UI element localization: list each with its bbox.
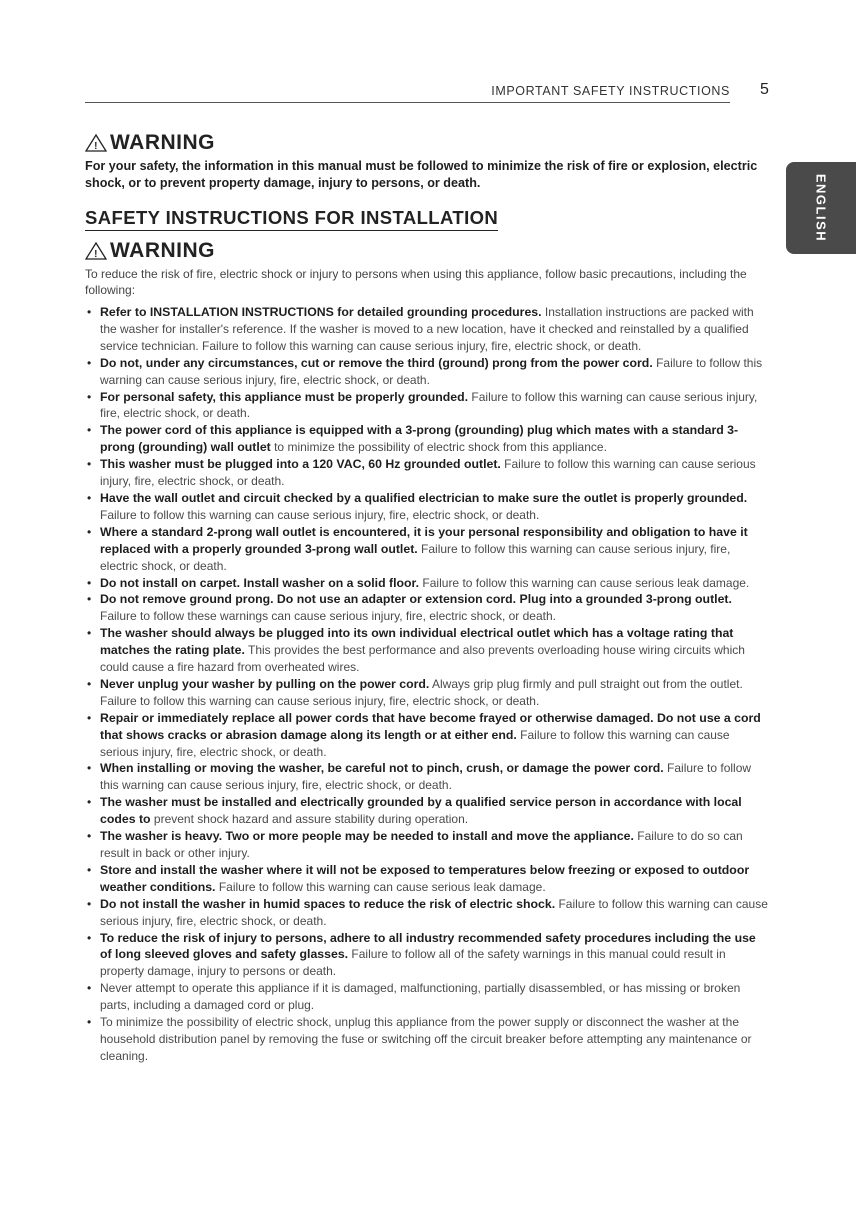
safety-item bbox=[85, 422, 769, 456]
safety-item bbox=[85, 710, 769, 761]
safety-item-text: Failure to follow this warning can cause serious leak damage. bbox=[419, 575, 750, 590]
safety-item bbox=[85, 676, 769, 710]
safety-item-text: This provides the best performance and also prevents overloading house wiring circuits which could cause a fire hazard from overheated wires. bbox=[100, 643, 745, 675]
safety-item-text: Failure to follow all of the safety warnings in this manual could result in property damage, injury to persons or death. bbox=[100, 947, 726, 979]
safety-item-text: prevent shock hazard and assure stability during operation. bbox=[150, 812, 469, 827]
safety-item-bold: The washer is heavy. Two or more people may be needed to install and move the appliance. bbox=[100, 829, 634, 844]
safety-item bbox=[85, 760, 769, 794]
safety-item-text: Failure to follow this warning can cause serious injury, fire, electric shock, or death. bbox=[100, 727, 730, 759]
svg-text:!: ! bbox=[94, 141, 98, 152]
safety-item bbox=[85, 524, 769, 575]
safety-item bbox=[85, 1014, 769, 1065]
safety-item-bold: Do not install the washer in humid spaces to reduce the risk of electric shock. bbox=[100, 896, 556, 911]
safety-item-bold: For personal safety, this appliance must be properly grounded. bbox=[100, 389, 469, 404]
safety-item bbox=[85, 980, 769, 1014]
safety-item-text: Failure to follow this warning can cause serious injury, fire, electric shock, or death. bbox=[100, 541, 731, 573]
safety-item-text: Failure to follow this warning can cause serious leak damage. bbox=[215, 879, 546, 894]
safety-item bbox=[85, 575, 769, 592]
safety-item-bold: The washer should always be plugged into its own individual electrical outlet which has a voltage rating that matches the rating plate. bbox=[100, 626, 734, 658]
safety-item-bold: Repair or immediately replace all power cords that have become frayed or otherwise damaged. Do not use a cord that shows cracks or abrasion damage along its length or at either end. bbox=[100, 710, 761, 742]
warning-intro: To reduce the risk of fire, electric shock or injury to persons when using this appliance, follow basic precautions, including the following: bbox=[85, 267, 747, 297]
safety-item bbox=[85, 828, 769, 862]
safety-item-bold: Do not, under any circumstances, cut or remove the third (ground) prong from the power cord. bbox=[100, 355, 653, 370]
safety-item-text: Always grip plug firmly and pull straight out from the outlet. Failure to follow this warning can cause serious injury, fire, electric shock, or death. bbox=[100, 676, 743, 708]
safety-item-text: Never attempt to operate this appliance if it is damaged, malfunctioning, partially disassembled, or has missing or broken parts, including a damaged cord or plug. bbox=[100, 981, 741, 1013]
safety-item-bold: Have the wall outlet and circuit checked by a qualified electrician to make sure the outlet is properly grounded. bbox=[100, 490, 748, 505]
safety-item bbox=[85, 862, 769, 896]
safety-item-bold: Do not remove ground prong. Do not use an adapter or extension cord. Plug into a grounded 3-prong outlet. bbox=[100, 592, 732, 607]
safety-item bbox=[85, 389, 769, 423]
warning-label: WARNING bbox=[110, 131, 215, 154]
warning-triangle-icon bbox=[85, 134, 107, 152]
safety-item-text: Installation instructions are packed with the washer for installer's reference. If the washer is moved to a new location, have it checked and reinstalled by a qualified service technician. Failure to follow this warning can cause serious injury, fire, electric shock, or death. bbox=[100, 305, 754, 353]
page-number: 5 bbox=[760, 81, 769, 98]
safety-item-text: Failure to follow these warnings can cause serious injury, fire, electric shock, or death. bbox=[100, 609, 556, 624]
safety-item-bold: This washer must be plugged into a 120 VAC, 60 Hz grounded outlet. bbox=[100, 457, 501, 472]
warning-heading bbox=[85, 130, 769, 156]
main-content bbox=[85, 130, 769, 1065]
safety-item bbox=[85, 304, 769, 355]
safety-item-bold: The washer must be installed and electrically grounded by a qualified service person in accordance with local codes to bbox=[100, 795, 742, 827]
safety-item-bold: The power cord of this appliance is equipped with a 3-prong (grounding) plug which mates with a standard 3-prong (grounding) wall outlet bbox=[100, 423, 739, 455]
safety-item-text: Failure to follow this warning can cause serious injury, fire, electric shock, or death. bbox=[100, 355, 763, 387]
header-title: IMPORTANT SAFETY INSTRUCTIONS bbox=[491, 84, 730, 98]
section-title: SAFETY INSTRUCTIONS FOR INSTALLATION bbox=[85, 207, 498, 231]
safety-item-text: Failure to follow this warning can cause serious injury, fire, electric shock, or death. bbox=[100, 896, 768, 928]
safety-item-text: Failure to follow this warning can cause serious injury, fire, electric shock, or death. bbox=[100, 457, 756, 489]
safety-item bbox=[85, 625, 769, 676]
language-tab bbox=[786, 162, 856, 254]
safety-list bbox=[85, 304, 769, 1065]
safety-item-bold: When installing or moving the washer, be careful not to pinch, crush, or damage the power cord. bbox=[100, 761, 664, 776]
safety-item bbox=[85, 930, 769, 981]
safety-item bbox=[85, 456, 769, 490]
page-header bbox=[85, 80, 730, 103]
safety-item-text: Failure to follow this warning can cause serious injury, fire, electric shock, or death. bbox=[100, 761, 752, 793]
language-tab-label: ENGLISH bbox=[813, 173, 829, 243]
safety-item-text: Failure to follow this warning can cause serious injury, fire, electric shock, or death. bbox=[100, 507, 540, 522]
warning-heading-2 bbox=[85, 238, 769, 264]
safety-item-text: Failure to do so can result in back or other injury. bbox=[100, 829, 743, 860]
safety-item bbox=[85, 794, 769, 828]
safety-item-bold: Never unplug your washer by pulling on the power cord. bbox=[100, 676, 430, 691]
safety-item-text: to minimize the possibility of electric shock from this appliance. bbox=[270, 440, 607, 455]
safety-item-bold: Refer to INSTALLATION INSTRUCTIONS for detailed grounding procedures. bbox=[100, 305, 542, 319]
safety-item bbox=[85, 355, 769, 389]
safety-item-text: Failure to follow this warning can cause serious injury, fire, electric shock, or death. bbox=[100, 389, 758, 421]
safety-item-bold: To reduce the risk of injury to persons, adhere to all industry recommended safety procedures including the use of long sleeved gloves and safety glasses. bbox=[100, 930, 756, 962]
safety-item bbox=[85, 591, 769, 625]
safety-item-bold: Do not install on carpet. Install washer on a solid floor. bbox=[100, 575, 420, 590]
safety-item-bold: Where a standard 2-prong wall outlet is encountered, it is your personal responsibility and obligation to have it replaced with a properly grounded 3-prong wall outlet. bbox=[100, 524, 748, 556]
warning-triangle-icon bbox=[85, 242, 107, 260]
safety-item-text: To minimize the possibility of electric shock, unplug this appliance from the power supply or disconnect the washer at the household distribution panel by removing the fuse or switching off the circuit breaker before attempting any maintenance or cleaning. bbox=[100, 1015, 752, 1063]
svg-text:!: ! bbox=[94, 249, 98, 260]
safety-item bbox=[85, 490, 769, 524]
safety-item-bold: Store and install the washer where it will not be exposed to temperatures below freezing or exposed to outdoor weather conditions. bbox=[100, 862, 750, 894]
warning-text: For your safety, the information in this manual must be followed to minimize the risk of fire or explosion, electric shock, or to prevent property damage, injury to persons, or death. bbox=[85, 159, 758, 190]
safety-item bbox=[85, 896, 769, 930]
warning-label-2: WARNING bbox=[110, 239, 215, 262]
